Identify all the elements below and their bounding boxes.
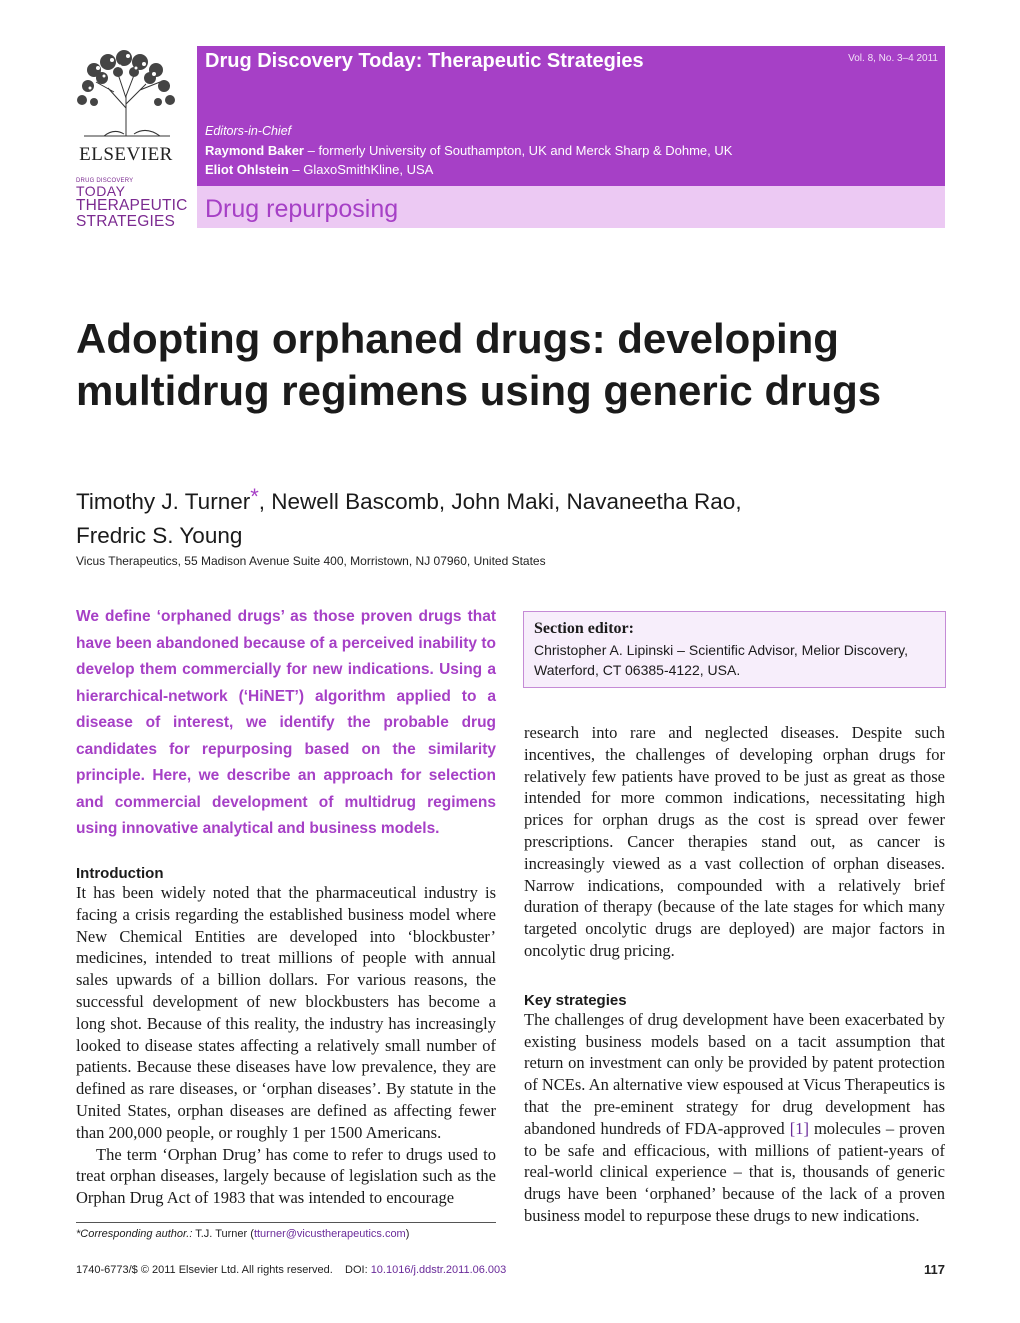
introduction-paragraph: The term ‘Orphan Drug’ has come to refer to drugs used to treat orphan diseases, largely because of legislation such as the Orphan Drug Act of 1983 that was intended to encourage (76, 1144, 496, 1208)
journal-logo-today: TODAY (76, 183, 126, 199)
page-footer (76, 1264, 506, 1276)
key-strategies-paragraph (524, 1009, 945, 1227)
editor-name: Eliot Ohlstein (205, 162, 289, 177)
publisher-name: ELSEVIER (79, 144, 173, 165)
key-strategies-text: The challenges of drug development have been exacerbated by existing business models based on a tacit assumption that return on investment can only be provided by patent protection of NCEs. An alternative view espoused at Vicus Therapeutics is that the pre-eminent strategy for drug development has abandoned hundreds of FDA-approved (524, 1009, 945, 1138)
page-number: 117 (924, 1262, 945, 1277)
editor-name: Raymond Baker (205, 143, 304, 158)
editor-affiliation: – GlaxoSmithKline, USA (288, 162, 434, 177)
author-email-link[interactable]: tturner@vicustherapeutics.com (253, 1228, 406, 1240)
issn-copyright: 1740-6773/$ © 2011 Elsevier Ltd. All rights reserved. (76, 1264, 333, 1276)
editors-label: Editors-in-Chief (205, 124, 292, 138)
journal-logo-text (76, 178, 188, 230)
editor-line (205, 162, 433, 177)
journal-logo-small: DRUG DISCOVERY (76, 178, 134, 184)
introduction-heading: Introduction (76, 865, 164, 882)
footnote-end: ) (405, 1228, 410, 1240)
key-strategies-heading: Key strategies (524, 991, 627, 1009)
footnote-label: *Corresponding author.: (76, 1228, 193, 1240)
article-title: Adopting orphaned drugs: developing multidrug regimens using generic drugs (76, 315, 882, 414)
right-column (524, 722, 945, 1227)
author-name: Navaneetha Rao (566, 489, 736, 514)
abstract: We define ‘orphaned drugs’ as those proven drugs that have been abandoned because of a perceived inability to develop them commercially for new indications. Using a hierarchical-network (‘HiNET’) algorithm applied to a disease of interest, we identify the probable drug candidates for repurposing based on the similarity principle. Here, we describe an approach for selection and commercial development of multidrug regimens using innovative analytical and business models. (76, 608, 496, 837)
journal-title: Drug Discovery Today: Therapeutic Strategies (205, 50, 644, 72)
author-name: John Maki (451, 489, 554, 514)
left-column (76, 865, 496, 1209)
corresponding-author-footnote (76, 1228, 409, 1240)
section-editor-label: Section editor: (534, 620, 634, 637)
author-name: Newell Bascomb (271, 489, 439, 514)
introduction-paragraph: It has been widely noted that the pharmaceutical industry is facing a crisis regarding the established business model where New Chemical Entities are developed into ‘blockbuster’ medicines, intended to treat millions of people with annual sales upwards of a billion dollars. For various reasons, the successful development of new blockbusters has become a long shot. Because of this reality, the industry has increasingly looked to disease states affecting a relatively small number of patients. Because these diseases have low prevalence, they are defined as rare diseases, or ‘orphan diseases’. By statute in the United States, orphan diseases are defined as affecting fewer than 200,000 people, or roughly 1 per 1500 Americans. (76, 883, 496, 1142)
author-affiliation: Vicus Therapeutics, 55 Madison Avenue Suite 400, Morristown, NJ 07960, United States (76, 554, 546, 568)
corresponding-mark[interactable]: * (250, 484, 259, 509)
volume-info: Vol. 8, No. 3–4 2011 (848, 53, 938, 64)
editor-affiliation: – formerly University of Southampton, UK and Merck Sharp & Dohme, UK (303, 143, 733, 158)
key-strategies-text: molecules – proven to be safe and efficacious, with millions of patient-years of real-world clinical experience – that is, thousands of generic drugs have been ‘orphaned’ because of the lack of a proven business model to repurpose these drugs to new indications. (524, 1118, 945, 1225)
doi-label: DOI: (345, 1264, 371, 1276)
section-editor-text: Christopher A. Lipinski – Scientific Advisor, Melior Discovery, Waterford, CT 06385-4122, USA. (534, 642, 908, 678)
citation-link[interactable]: [1] (789, 1118, 809, 1138)
continued-paragraph: research into rare and neglected diseases. Despite such incentives, the challenges of developing orphan drugs for relatively few patients have proved to be just as great as those intended for more common indications, necessitating high prices for orphan drugs as the cost is spread over fewer prescriptions. Cancer therapies stand out, as cancer is increasingly viewed as a vast collection of orphan diseases. Narrow indications, compounded with a relatively brief duration of therapy (because of the late stages for which many targeted oncolytic drugs are deployed) are major factors in oncolytic drug pricing. (524, 723, 945, 960)
journal-logo-line2: STRATEGIES (76, 212, 176, 230)
footnote-name: T.J. Turner ( (192, 1228, 254, 1240)
section-name: Drug repurposing (205, 195, 399, 223)
journal-logo-line1: THERAPEUTIC (76, 197, 188, 214)
footnote-divider (76, 1222, 496, 1223)
elsevier-tree-logo (74, 48, 178, 138)
author-name: Fredric S. Young (76, 523, 243, 548)
author-name: Timothy J. Turner (76, 489, 251, 514)
author-list: Timothy J. Turner*, Newell Bascomb, John Maki, Navaneetha Rao, Fredric S. Young (76, 484, 742, 548)
doi-link[interactable]: 10.1016/j.ddstr.2011.06.003 (370, 1264, 507, 1276)
editor-line (205, 143, 732, 158)
